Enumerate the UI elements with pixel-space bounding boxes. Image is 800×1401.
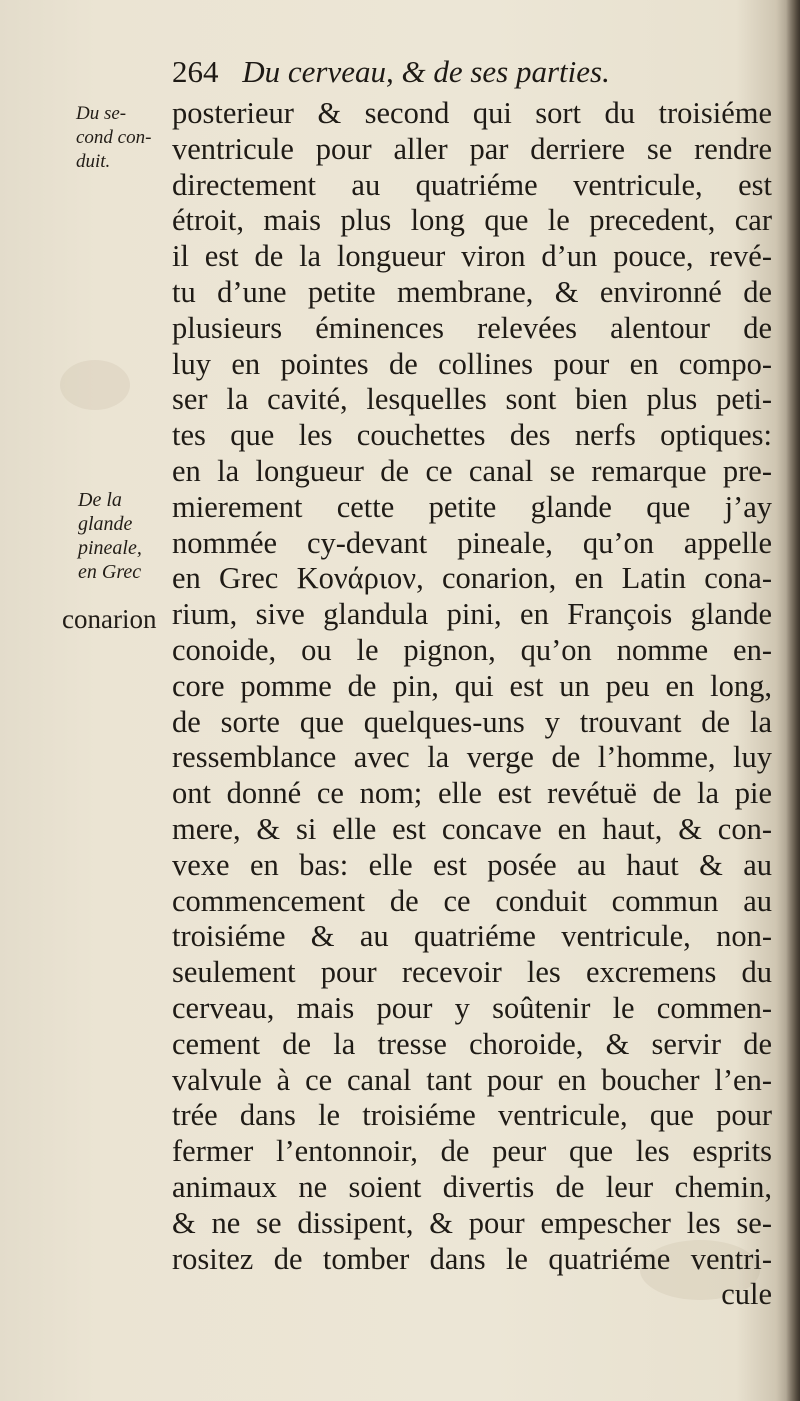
- margin-note-line: pineale,: [78, 537, 142, 559]
- page-binding-shadow: [786, 0, 800, 1401]
- text-line: fermer l’entonnoir, de peur que les esprits: [172, 1134, 772, 1169]
- text-line: il est de la longueur viron d’un pouce, revé-: [172, 239, 772, 274]
- text-line: seulement pour recevoir les excremens du: [172, 955, 772, 990]
- margin-note-line: De la: [78, 489, 122, 511]
- text-line: nommée cy-devant pineale, qu’on appelle: [172, 525, 772, 560]
- text-line: posterieur & second qui sort du troisiéme: [172, 96, 772, 130]
- text-line: directement au quatriéme ventricule, est: [172, 167, 772, 202]
- text-line: troisiéme & au quatriéme ventricule, non-: [172, 919, 772, 954]
- text-line: plusieurs éminences relevées alentour de: [172, 310, 772, 345]
- text-line: rium, sive glandula pini, en François glande: [172, 597, 772, 632]
- text-line: ventricule pour aller par derriere se rendre: [172, 131, 772, 166]
- text-line: trée dans le troisiéme ventricule, que pour: [172, 1098, 772, 1133]
- catchword: cule: [721, 1277, 772, 1312]
- margin-note-line: cond con-: [76, 127, 152, 148]
- text-line: ont donné ce nom; elle est revétuë de la pie: [172, 776, 772, 811]
- text-line: commencement de ce conduit commun au: [172, 883, 772, 918]
- text-line: luy en pointes de collines pour en compo-: [172, 346, 772, 381]
- body-text: [172, 96, 772, 1313]
- paper-stain: [60, 360, 130, 410]
- text-line: étroit, mais plus long que le precedent, car: [172, 203, 772, 238]
- text-line: tes que les couchettes des nerfs optiques:: [172, 418, 772, 453]
- margin-note-second-conduit: [76, 102, 151, 174]
- text-line: en Grec Κονάριον, conarion, en Latin cona-: [172, 561, 772, 596]
- text-line: animaux ne soient divertis de leur chemin,: [172, 1169, 772, 1204]
- margin-note-line: duit.: [76, 151, 111, 172]
- text-line: tu d’une petite membrane, & environné de: [172, 274, 772, 309]
- text-line: cerveau, mais pour y soûtenir le commen-: [172, 990, 772, 1025]
- running-title: Du cerveau, & de ses parties.: [242, 54, 610, 89]
- margin-note-line: Du se-: [76, 103, 127, 124]
- text-line: vexe en bas: elle est posée au haut & au: [172, 847, 772, 882]
- page-header: [172, 54, 772, 94]
- text-line: rositez de tomber dans le quatriéme ventri-: [172, 1241, 772, 1276]
- margin-note-line: glande: [78, 513, 133, 535]
- text-line: mere, & si elle est concave en haut, & con-: [172, 811, 772, 846]
- page-number: 264: [172, 54, 219, 89]
- margin-note-pineal-gland: [78, 488, 142, 584]
- text-line: mierement cette petite glande que j’ay: [172, 489, 772, 524]
- text-line: de sorte que quelques-uns y trouvant de la: [172, 704, 772, 739]
- margin-note-line: en Grec: [78, 561, 142, 583]
- text-line: core pomme de pin, qui est un peu en long,: [172, 668, 772, 703]
- text-line: & ne se dissipent, & pour empescher les se-: [172, 1205, 772, 1240]
- margin-note-conarion: conarion: [62, 604, 157, 634]
- text-line: conoide, ou le pignon, qu’on nomme en-: [172, 632, 772, 667]
- text-line: ressemblance avec la verge de l’homme, luy: [172, 740, 772, 775]
- text-line: ser la cavité, lesquelles sont bien plus peti-: [172, 382, 772, 417]
- text-line: valvule à ce canal tant pour en boucher l’en-: [172, 1062, 772, 1097]
- text-line: en la longueur de ce canal se remarque pre-: [172, 453, 772, 488]
- text-line: cement de la tresse choroide, & servir de: [172, 1026, 772, 1061]
